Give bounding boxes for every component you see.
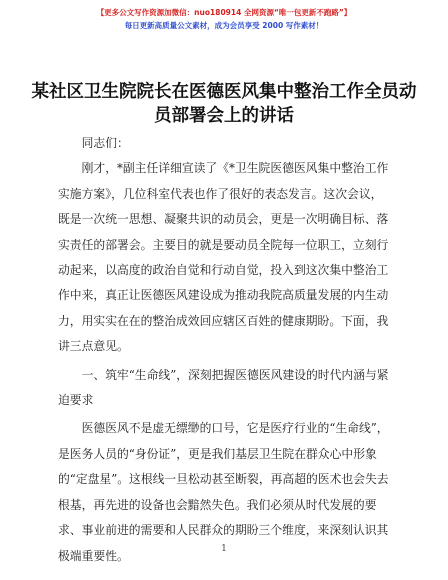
paragraph-section-1: 医德医风不是虚无缥缈的口号，它是医疗行业的“生命线”，是医务人员的“身份证”，更是我们基层卫生院在群众心中形象的“定盘星”。这根线一旦松动甚至断裂，再高超的医术也会失去根基，再先进的设备也会黯然失色。我们必须从时代发展的要求、事业前进的需要和人民群众的期盼三个维度，来深刻认识其极端重要性。: [58, 421, 389, 563]
promo-line-1: 【更多公文写作资源加微信：nuo180914 全网资源“唯一包更新不跑路”】: [96, 8, 352, 17]
section-heading-1: 一、筑牢“生命线”，深刻把握医德医风建设的时代内涵与紧迫要求: [58, 367, 389, 408]
page-number: 1: [221, 544, 227, 554]
promo-line-2: 每日更新高质量公文素材，成为会员享受 2000 写作素材！: [124, 21, 324, 30]
document-body: [58, 131, 394, 569]
promo-banner: [0, 6, 448, 32]
document-title: 某社区卫生院院长在医德医风集中整治工作全员动员部署会上的讲话: [31, 82, 417, 126]
paragraph-intro: 刚才，*副主任详细宣读了《*卫生院医德医风集中整治工作实施方案》，几位科室代表也作了很好的表态发言。这次会议，既是一次统一思想、凝聚共识的动员会，更是一次明确目标、落实责任的部署会。主要目的就是要动员全院每一位职工，立刻行动起来，以高度的政治自觉和行动自觉，投入到这次集中整治工作中来，真正让医德医风建设成为推动我院高质量发展的内生动力，用实实在在的整治成效回应辖区百姓的健康期盼。下面，我讲三点意见。: [58, 161, 389, 354]
greeting: 同志们：: [81, 136, 129, 150]
